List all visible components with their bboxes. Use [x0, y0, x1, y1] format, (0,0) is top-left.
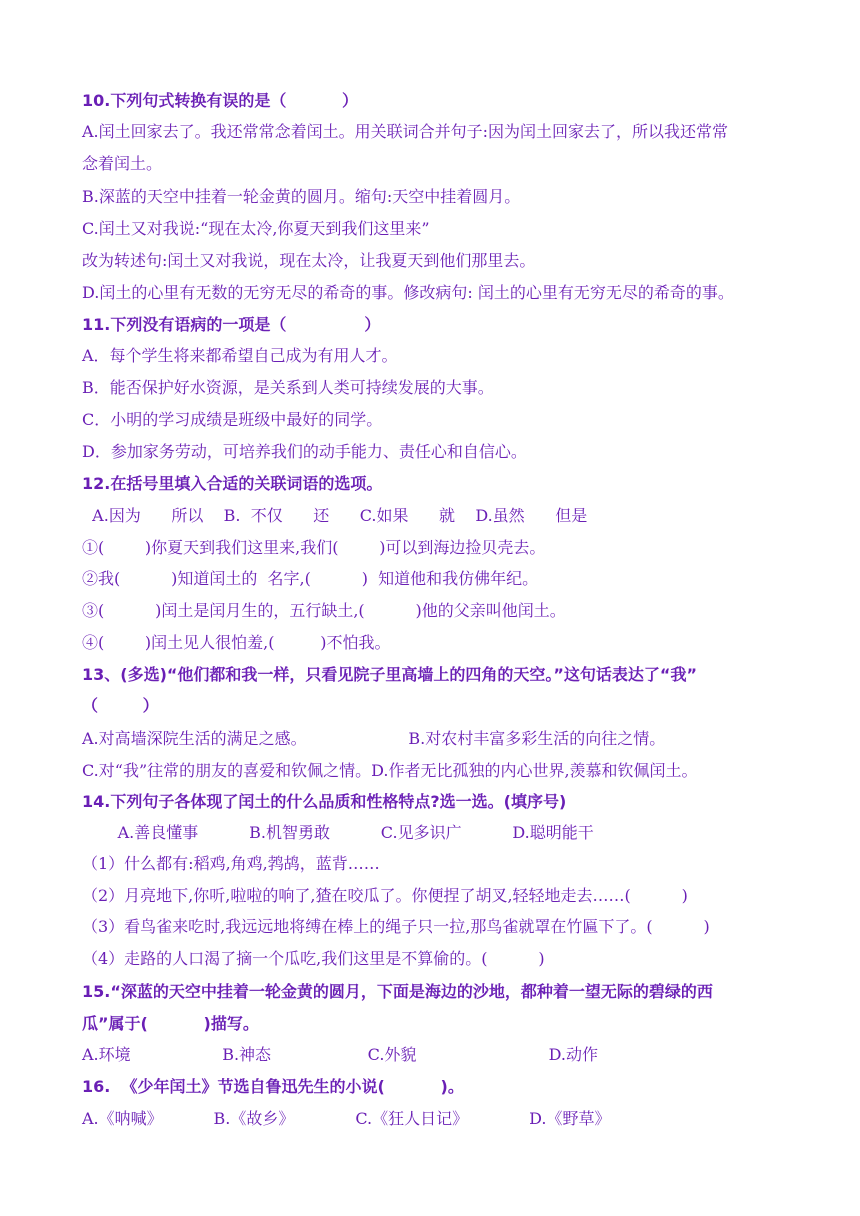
question-14-sentence-3: （3）看鸟雀来吃时,我远远地将缚在棒上的绳子只一拉,那鸟雀就罩在竹匾下了。( ) — [82, 917, 710, 936]
question-15-options: A.环境 B.神态 C.外貌 D.动作 — [82, 1045, 599, 1064]
question-14-sentence-2: （2）月亮地下,你听,啦啦的响了,猹在咬瓜了。你便捏了胡叉,轻轻地走去……( ) — [82, 886, 688, 905]
question-16-options: A.《呐喊》 B.《故乡》 C.《狂人日记》 D.《野草》 — [82, 1109, 611, 1128]
question-13-stem: 13、(多选)“他们都和我一样，只看见院子里高墙上的四角的天空。”这句话表达了“我” — [82, 665, 697, 684]
question-13-options-cd: C.对“我”往常的朋友的喜爱和钦佩之情。D.作者无比孤独的内心世界,羡慕和钦佩闰土。 — [82, 761, 698, 780]
question-16-stem: 16. 《少年闰土》节选自鲁迅先生的小说( )。 — [82, 1077, 464, 1096]
question-10-option-a-cont: 念着闰土。 — [82, 154, 163, 173]
question-13-stem-cont: （ ） — [82, 696, 159, 715]
question-11-option-c: C．小明的学习成绩是班级中最好的同学。 — [82, 410, 383, 429]
question-13-options-ab: A.对高墙深院生活的满足之感。 B.对农村丰富多彩生活的向往之情。 — [82, 729, 666, 748]
question-11-option-b: B．能否保护好水资源，是关系到人类可持续发展的大事。 — [82, 378, 494, 397]
question-10-option-b: B.深蓝的天空中挂着一轮金黄的圆月。缩句:天空中挂着圆月。 — [82, 187, 521, 206]
question-10-option-a: A.闰土回家去了。我还常常念着闰土。用关联词合并句子:因为闰土回家去了，所以我还常常 — [82, 122, 729, 141]
question-12-sentence-2: ②我( )知道闰土的 名字,( ) 知道他和我仿佛年纪。 — [82, 569, 539, 588]
question-12-options: A.因为 所以 B. 不仅 还 C.如果 就 D.虽然 但是 — [82, 506, 588, 525]
question-11-option-a: A．每个学生将来都希望自己成为有用人才。 — [82, 346, 398, 365]
question-15-stem: 15.“深蓝的天空中挂着一轮金黄的圆月，下面是海边的沙地，都种着一望无际的碧绿的西 — [82, 982, 713, 1001]
question-10-option-d: D.闰土的心里有无数的无穷无尽的希奇的事。修改病句: 闰土的心里有无穷无尽的希奇的事。 — [82, 283, 734, 302]
question-15-stem-cont: 瓜”属于( )描写。 — [82, 1014, 259, 1033]
question-10-option-c: C.闰土又对我说:“现在太冷,你夏天到我们这里来” — [82, 219, 430, 238]
question-12-sentence-1: ①( )你夏天到我们这里来,我们( )可以到海边捡贝壳去。 — [82, 538, 546, 557]
question-10-stem: 10.下列句式转换有误的是（ ） — [82, 91, 359, 110]
question-14-sentence-4: （4）走路的人口渴了摘一个瓜吃,我们这里是不算偷的。( ) — [82, 949, 545, 968]
question-12-stem: 12.在括号里填入合适的关联词语的选项。 — [82, 474, 383, 493]
question-14-options: A.善良懂事 B.机智勇敢 C.见多识广 D.聪明能干 — [82, 823, 594, 842]
question-14-sentence-1: （1）什么都有:稻鸡,角鸡,鹁鸪，蓝背…… — [82, 854, 380, 873]
question-12-sentence-4: ④( )闰土见人很怕羞,( )不怕我。 — [82, 633, 391, 652]
question-11-stem: 11.下列没有语病的一项是（ ） — [82, 315, 381, 334]
question-14-stem: 14.下列句子各体现了闰土的什么品质和性格特点?选一选。(填序号) — [82, 792, 567, 811]
question-11-option-d: D．参加家务劳动，可培养我们的动手能力、责任心和自信心。 — [82, 442, 527, 461]
question-10-option-c-cont: 改为转述句:闰土又对我说，现在太冷，让我夏天到他们那里去。 — [82, 251, 536, 270]
question-12-sentence-3: ③( )闰土是闰月生的，五行缺土,( )他的父亲叫他闰土。 — [82, 601, 566, 620]
